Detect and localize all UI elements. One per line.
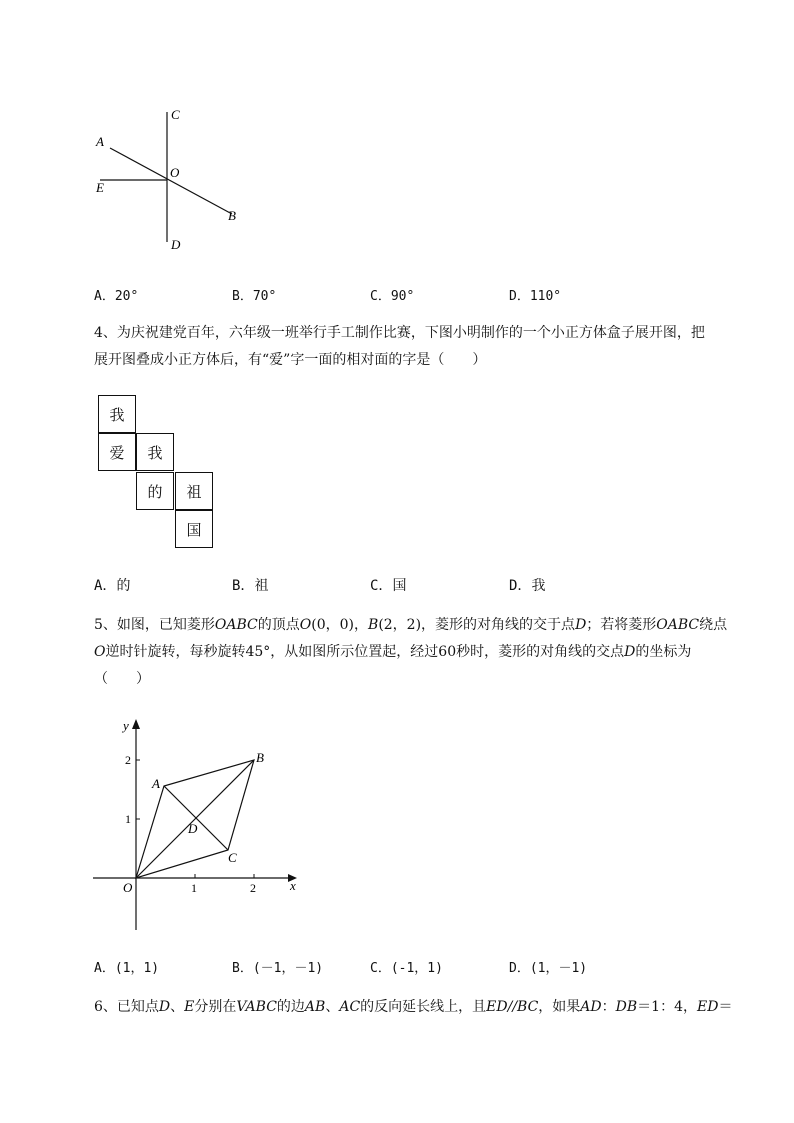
tick-label-x2: 2 — [250, 881, 256, 895]
label-o: O — [123, 880, 133, 895]
option-d: D．(1，－1) — [509, 961, 588, 976]
label-d: D — [171, 237, 181, 252]
tick-label-x1: 1 — [191, 881, 197, 895]
option-a: A．的 — [94, 578, 131, 594]
figure-intersecting-lines — [90, 100, 260, 260]
net-cell: 我 — [136, 433, 174, 471]
option-b: B．祖 — [232, 578, 269, 594]
option-b: B．(－1，－1) — [232, 961, 324, 976]
label-d: D — [188, 821, 198, 836]
option-b: B．70° — [232, 289, 277, 304]
net-cell: 爱 — [98, 433, 136, 471]
label-b: B — [256, 750, 264, 765]
question-4-line2: 展开图叠成小正方体后，有“爱”字一面的相对面的字是（ ） — [94, 352, 487, 368]
question-5-line2: O逆时针旋转，每秒旋转45°，从如图所示位置起，经过60秒时，菱形的对角线的交点D的坐标为 — [94, 644, 692, 660]
option-a: A．20° — [94, 289, 139, 304]
figure-rhombus-graph — [85, 710, 305, 935]
option-c: C．90° — [370, 289, 415, 304]
question-6-line1: 6、已知点D、E分别在VABC的边AB、AC的反向延长线上，且ED//BC，如果AD：DB＝1：4，ED＝ — [94, 999, 733, 1015]
net-cell: 祖 — [175, 472, 213, 510]
option-c: C．国 — [370, 578, 407, 594]
question-5-line3: （ ） — [94, 671, 150, 687]
label-c: C — [171, 107, 180, 122]
label-b: B — [228, 208, 236, 223]
option-d: D．我 — [509, 578, 546, 594]
y-axis-arrow — [132, 719, 140, 729]
label-y: y — [123, 718, 129, 733]
option-a: A．(1，1) — [94, 961, 160, 976]
question-5-line1: 5、如图，已知菱形OABC的顶点O(0，0)，B(2，2)，菱形的对角线的交于点D；若将菱形OABC绕点 — [94, 617, 728, 633]
question-6 — [94, 994, 744, 1021]
net-cell: 国 — [175, 510, 213, 548]
label-a: A — [96, 134, 104, 149]
option-c: C．(-1，1) — [370, 961, 443, 976]
question-4-line1: 4、为庆祝建党百年，六年级一班举行手工制作比赛，下图小明制作的一个小正方体盒子展开图，把 — [94, 325, 705, 341]
label-a: A — [152, 776, 160, 791]
tick-label-y1: 1 — [125, 812, 131, 826]
question-5 — [94, 612, 744, 693]
net-cell: 我 — [98, 395, 136, 433]
question-4 — [94, 320, 744, 374]
label-c: C — [228, 850, 237, 865]
label-x: x — [290, 878, 296, 893]
option-d: D．110° — [509, 289, 562, 304]
label-o: O — [170, 165, 180, 180]
label-e: E — [96, 180, 104, 195]
tick-label-y2: 2 — [125, 753, 131, 767]
line-ab — [110, 148, 232, 214]
net-cell: 的 — [136, 472, 174, 510]
